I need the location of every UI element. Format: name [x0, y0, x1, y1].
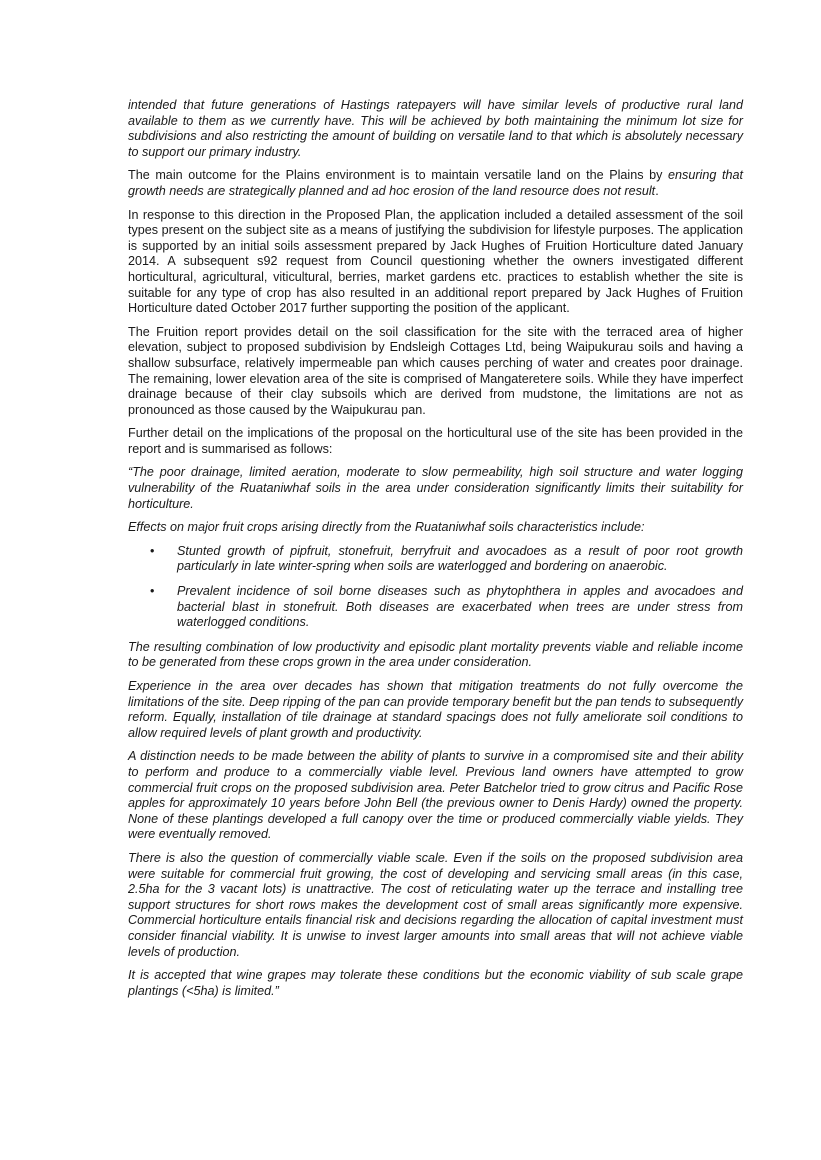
paragraph-intro-continuation: intended that future generations of Hastings ratepayers will have similar levels of productive rural land available to them as we currently have. This will be achieved by both maintaining the minimum lot size for subdivisions and also restricting the amount of building on versatile land to that which is absolutely necessary to support our primary industry.	[128, 98, 743, 159]
paragraph-plains-outcome	[128, 168, 743, 199]
bullet-icon: •	[150, 543, 155, 558]
bullet-icon: •	[150, 584, 155, 599]
effects-bullet-list	[128, 544, 743, 631]
quote-viable-scale: There is also the question of commercially viable scale. Even if the soils on the proposed subdivision area were suitable for commercial fruit growing, the cost of developing and servicing small areas (in this case, 2.5ha for the 3 vacant lots) is unattractive. The cost of reticulating water up the terrace and installing tree support structures for short rows makes the development cost of small areas significantly more expensive. Commercial horticulture entails financial risk and decisions regarding the allocation of capital investment must consider financial viability. It is unwise to invest larger amounts into small areas that will not achieve viable levels of production.	[128, 850, 743, 959]
list-item	[128, 584, 743, 631]
quote-effects-intro: Effects on major fruit crops arising directly from the Ruataniwhaf soils characteristics include:	[128, 520, 645, 535]
quote-wine-grapes: It is accepted that wine grapes may tolerate these conditions but the economic viability of sub scale grape plantings (<5ha) is limited.”	[128, 968, 743, 998]
bullet-text: Prevalent incidence of soil borne diseases such as phytophthera in apples and avocadoes and bacterial blast in stonefruit. Both diseases are exacerbated when trees are under stress from waterlogged conditions.	[177, 584, 743, 630]
plains-outcome-italic: ensuring that growth needs are strategically planned and ad hoc erosion of the land resource does not result	[128, 168, 743, 198]
plains-outcome-text: The main outcome for the Plains environment is to maintain versatile land on the Plains by	[128, 168, 669, 183]
paragraph-application-response: In response to this direction in the Proposed Plan, the application included a detailed assessment of the soil types present on the subject site as a means of justifying the subdivision for lifestyle purposes. The application is supported by an initial soils assessment prepared by Jack Hughes of Fruition Horticulture dated January 2014. A subsequent s92 request from Council questioning whether the owners investigated different horticultural, agricultural, viticultural, berries, market gardens etc. practices to establish whether the site is suitable for any type of crop has also resulted in an additional report prepared by Jack Hughes of Fruition Horticulture dated October 2017 further supporting the position of the applicant.	[128, 207, 743, 316]
list-item	[128, 544, 743, 575]
plains-outcome-end: .	[655, 183, 659, 198]
quote-experience: Experience in the area over decades has shown that mitigation treatments do not fully overcome the limitations of the site. Deep ripping of the pan can provide temporary benefit but the pan tends to subsequently reform. Equally, installation of tile drainage at standard spacings does not fully ameliorate soil conditions to allow required levels of plant growth and productivity.	[128, 679, 743, 740]
paragraph-fruition-report: The Fruition report provides detail on the soil classification for the site with the terraced area of higher elevation, subject to proposed subdivision by Endsleigh Cottages Ltd, being Waipukurau soils and having a shallow subsurface, relatively impermeable pan which causes perching of water and creates poor drainage. The remaining, lower elevation area of the site is comprised of Mangateretere soils. While they have imperfect drainage because of their clay subsoils which are derived from mudstone, the limitations are not as pronounced as those caused by the Waipukurau pan.	[128, 324, 743, 417]
bullet-text: Stunted growth of pipfruit, stonefruit, berryfruit and avocadoes as a result of poor root growth particularly in late winter-spring when soils are waterlogged and bordering on anaerobic.	[177, 543, 743, 574]
quote-poor-drainage: “The poor drainage, limited aeration, moderate to slow permeability, high soil structure and water logging vulnerability of the Ruataniwhaf soils in the area under consideration significantly limits their suitability for horticulture.	[128, 465, 743, 511]
quote-distinction: A distinction needs to be made between the ability of plants to survive in a compromised site and their ability to perform and produce to a commercially viable level. Previous land owners have attempted to grow commercial fruit crops on the proposed subdivision area. Peter Batchelor tried to grow citrus and Pacific Rose apples for approximately 10 years before John Bell (the previous owner to Denis Hardy) owned the property. None of these plantings developed a full canopy over the time or produced commercially viable yields. They were eventually removed.	[128, 749, 743, 842]
quote-resulting-combination: The resulting combination of low productivity and episodic plant mortality prevents viable and reliable income to be generated from these crops grown in the area under consideration.	[128, 639, 743, 670]
paragraph-further-detail: Further detail on the implications of the proposal on the horticultural use of the site has been provided in the report and is summarised as follows:	[128, 426, 743, 456]
